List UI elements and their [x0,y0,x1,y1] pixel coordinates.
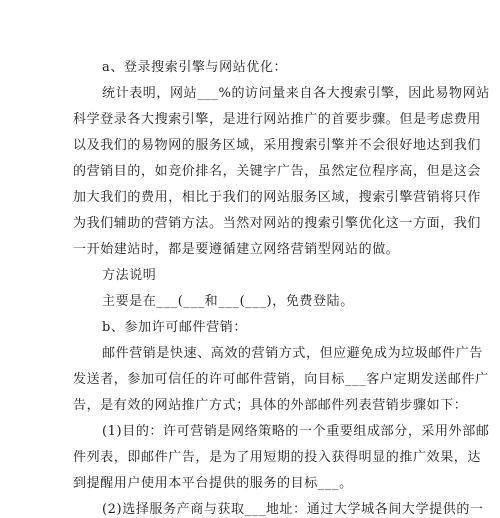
paragraph-line: 件列表，即邮件广告，是为了用短期的投入获得明显的推广效果，达 [73,450,482,465]
paragraph-line: 为我们辅助的营销方法。当然对网站的搜索引擎优化这一方面，我们 [73,216,482,231]
paragraph-line: 加大我们的费用，相比于我们的网站服务区域，搜索引擎营销将只作 [73,190,482,205]
paragraph-line: (1)目的：许可营销是网络策略的一个重要组成部分，采用外部邮 [102,424,490,439]
method-heading: 方法说明 [102,268,157,283]
paragraph-line: 的营销目的，如竞价排名，关键字广告，虽然定位程序高，但是这会 [73,164,482,179]
paragraph-line: 一开始建站时，都是要遵循建立网络营销型网站的做。 [73,242,400,257]
section-heading-b: b、参加许可邮件营销： [102,320,247,335]
paragraph-line: 统计表明，网站___%的访问量来自各大搜索引擎，因此易物网站 [102,86,490,101]
paragraph-line: 以及我们的易物网的服务区域，采用搜索引擎并不会很好地达到我们 [73,138,482,153]
paragraph-line: 主要是在___(___和___(___)，免费登陆。 [102,294,354,309]
paragraph-line: 邮件营销是快速、高效的营销方式，但应避免成为垃圾邮件广告 [102,346,483,361]
paragraph-line: 发送者，参加可信任的许可邮件营销，向目标___客户定期发送邮件广 [73,372,489,387]
paragraph-line: (2)选择服务产商与获取___地址：通过大学城各间大学提供的一 [102,502,484,517]
paragraph-line: 科学登录各大搜索引擎，是进行网站推广的首要步骤。但是考虑费用 [73,112,482,127]
section-heading-a: a、登录搜索引擎与网站优化： [102,60,288,75]
paragraph-line: 到提醒用户使用本平台提供的服务的目标___。 [73,476,353,491]
paragraph-line: 告，是有效的网站推广方式；具体的外部邮件列表营销步骤如下： [73,398,468,413]
